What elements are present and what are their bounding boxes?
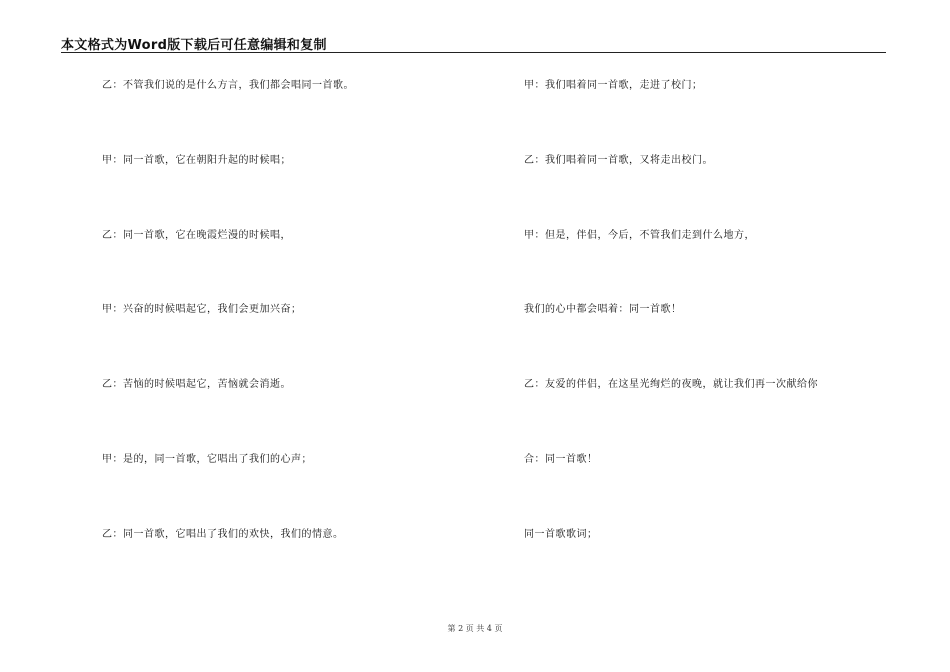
dialogue-line: 甲：是的，同一首歌，它唱出了我们的心声； xyxy=(102,454,312,465)
dialogue-line: 甲：兴奋的时候唱起它，我们会更加兴奋； xyxy=(102,304,302,315)
dialogue-line: 乙：同一首歌，它唱出了我们的欢快，我们的情意。 xyxy=(102,529,344,540)
dialogue-line: 甲：我们唱着同一首歌，走进了校门； xyxy=(524,80,703,91)
dialogue-line: 乙：同一首歌，它在晚霞烂漫的时候唱， xyxy=(102,230,291,241)
dialogue-line: 乙：友爱的伴侣，在这星光绚烂的夜晚，就让我们再一次献给你 xyxy=(524,379,818,390)
dialogue-line: 甲：但是，伴侣，今后，不管我们走到什么地方， xyxy=(524,230,755,241)
dialogue-line: 乙：不管我们说的是什么方言，我们都会唱同一首歌。 xyxy=(102,80,354,91)
dialogue-line: 乙：我们唱着同一首歌，又将走出校门。 xyxy=(524,155,713,166)
header-divider xyxy=(61,52,886,53)
page-number: 第 2 页 共 4 页 xyxy=(447,624,503,633)
dialogue-line: 合：同一首歌！ xyxy=(524,454,598,465)
page-header-title: 本文格式为Word版下载后可任意编辑和复制 xyxy=(61,38,327,53)
dialogue-line: 甲：同一首歌，它在朝阳升起的时候唱； xyxy=(102,155,291,166)
dialogue-line: 同一首歌歌词； xyxy=(524,529,598,540)
dialogue-line: 我们的心中都会唱着：同一首歌！ xyxy=(524,304,682,315)
dialogue-line: 乙：苦恼的时候唱起它，苦恼就会消逝。 xyxy=(102,379,291,390)
